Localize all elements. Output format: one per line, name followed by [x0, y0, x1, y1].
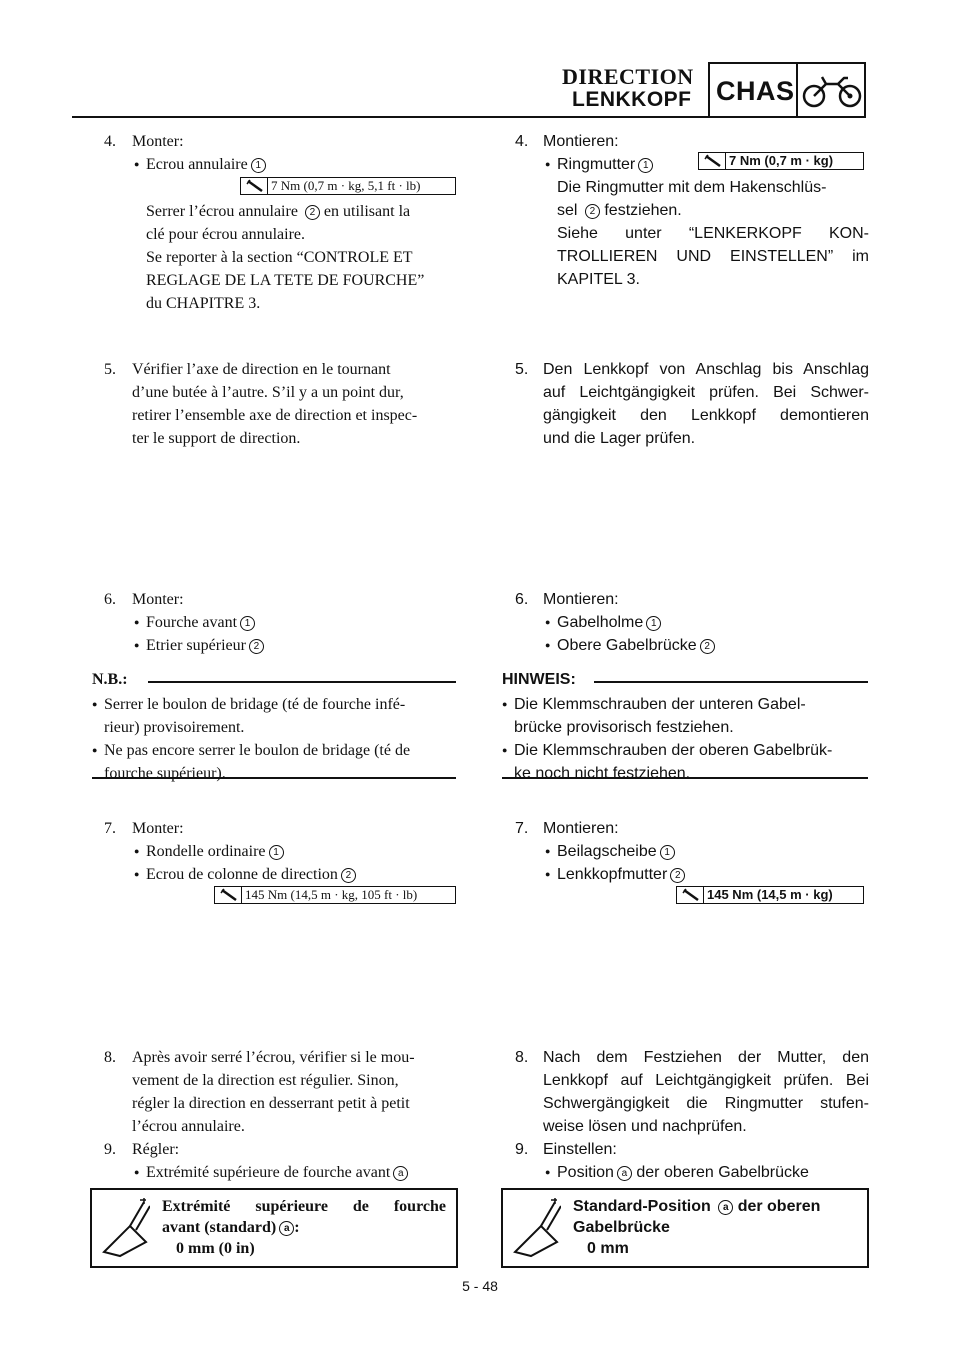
- note-rule-bottom: [92, 777, 456, 779]
- ref-marker: a: [279, 1221, 294, 1236]
- bullet-item: ● Beilagscheibe 1: [557, 840, 675, 863]
- ref-marker: 1: [269, 845, 284, 860]
- step-label: Monter:: [132, 133, 184, 150]
- header-title-fr: DIRECTION: [562, 64, 694, 89]
- spec-text: Standard-Position a der oberen Gabelbrücke 0 mm: [573, 1198, 821, 1257]
- torque-spec: [214, 886, 456, 904]
- spec-text: Extrémité supérieure de fourche avant (standard) a : 0 mm (0 in): [162, 1198, 446, 1257]
- torque-value: 7 Nm (0,7 m · kg): [729, 153, 834, 168]
- ref-marker: 1: [646, 616, 661, 631]
- spec-box: [501, 1188, 869, 1268]
- wrench-icon: [703, 154, 723, 168]
- ref-marker: a: [617, 1166, 632, 1181]
- torque-spec: [240, 177, 456, 195]
- header-rule: [72, 116, 708, 118]
- bullet-item: ● Ringmutter 1: [557, 153, 653, 176]
- torque-value: 145 Nm (14,5 m · kg, 105 ft · lb): [245, 887, 418, 902]
- note-rule-top: [148, 681, 456, 683]
- section-badge-divider: [796, 64, 798, 116]
- torque-spec: [676, 886, 864, 904]
- bullet-item: ● Extrémité supérieure de fourche avant a: [146, 1161, 408, 1184]
- ref-marker: 2: [670, 868, 685, 883]
- bullet-item: ● Ecrou annulaire 1: [146, 153, 266, 176]
- step-number: 4.: [104, 133, 116, 150]
- motorcycle-icon: [802, 72, 862, 110]
- bullet-item: ● Gabelholme 1: [557, 611, 661, 634]
- spec-box: [90, 1188, 458, 1268]
- torque-spec: [698, 152, 864, 170]
- ref-marker: 1: [660, 845, 675, 860]
- ref-marker: 2: [585, 204, 600, 219]
- bullet-item: ● Ecrou de colonne de direction 2: [146, 863, 356, 886]
- ref-marker: 2: [341, 868, 356, 883]
- caliper-icon: [100, 1196, 150, 1258]
- ref-marker: a: [393, 1166, 408, 1181]
- section-badge-label: CHAS: [716, 76, 795, 106]
- torque-value: 145 Nm (14,5 m · kg): [707, 887, 833, 902]
- note-rule-bottom: [502, 777, 868, 779]
- section-badge: [708, 62, 866, 118]
- wrench-icon: [681, 888, 701, 902]
- bullet-item: ● Lenkkopfmutter 2: [557, 863, 685, 886]
- torque-value: 7 Nm (0,7 m · kg, 5,1 ft · lb): [271, 178, 421, 193]
- wrench-icon: [245, 179, 265, 193]
- note-rule-top: [594, 681, 868, 683]
- ref-marker: a: [718, 1200, 733, 1215]
- ref-marker: 1: [638, 158, 653, 173]
- note-header: HINWEIS:: [502, 671, 576, 688]
- bullet-item: ● Obere Gabelbrücke 2: [557, 634, 715, 657]
- caliper-icon: [511, 1196, 561, 1258]
- ref-marker: 2: [249, 639, 264, 654]
- bullet-item: ● Position a der oberen Gabelbrücke: [557, 1161, 809, 1184]
- note-header: N.B.:: [92, 671, 128, 688]
- bullet-item: ● Etrier supérieur 2: [146, 634, 264, 657]
- ref-marker: 1: [251, 158, 266, 173]
- bullet-item: ● Rondelle ordinaire 1: [146, 840, 284, 863]
- header-title-de: LENKKOPF: [572, 88, 692, 111]
- ref-marker: 1: [240, 616, 255, 631]
- wrench-icon: [219, 888, 239, 902]
- ref-marker: 2: [305, 205, 320, 220]
- bullet-item: ● Fourche avant 1: [146, 611, 255, 634]
- page-number: 5 - 48: [462, 1278, 498, 1294]
- ref-marker: 2: [700, 639, 715, 654]
